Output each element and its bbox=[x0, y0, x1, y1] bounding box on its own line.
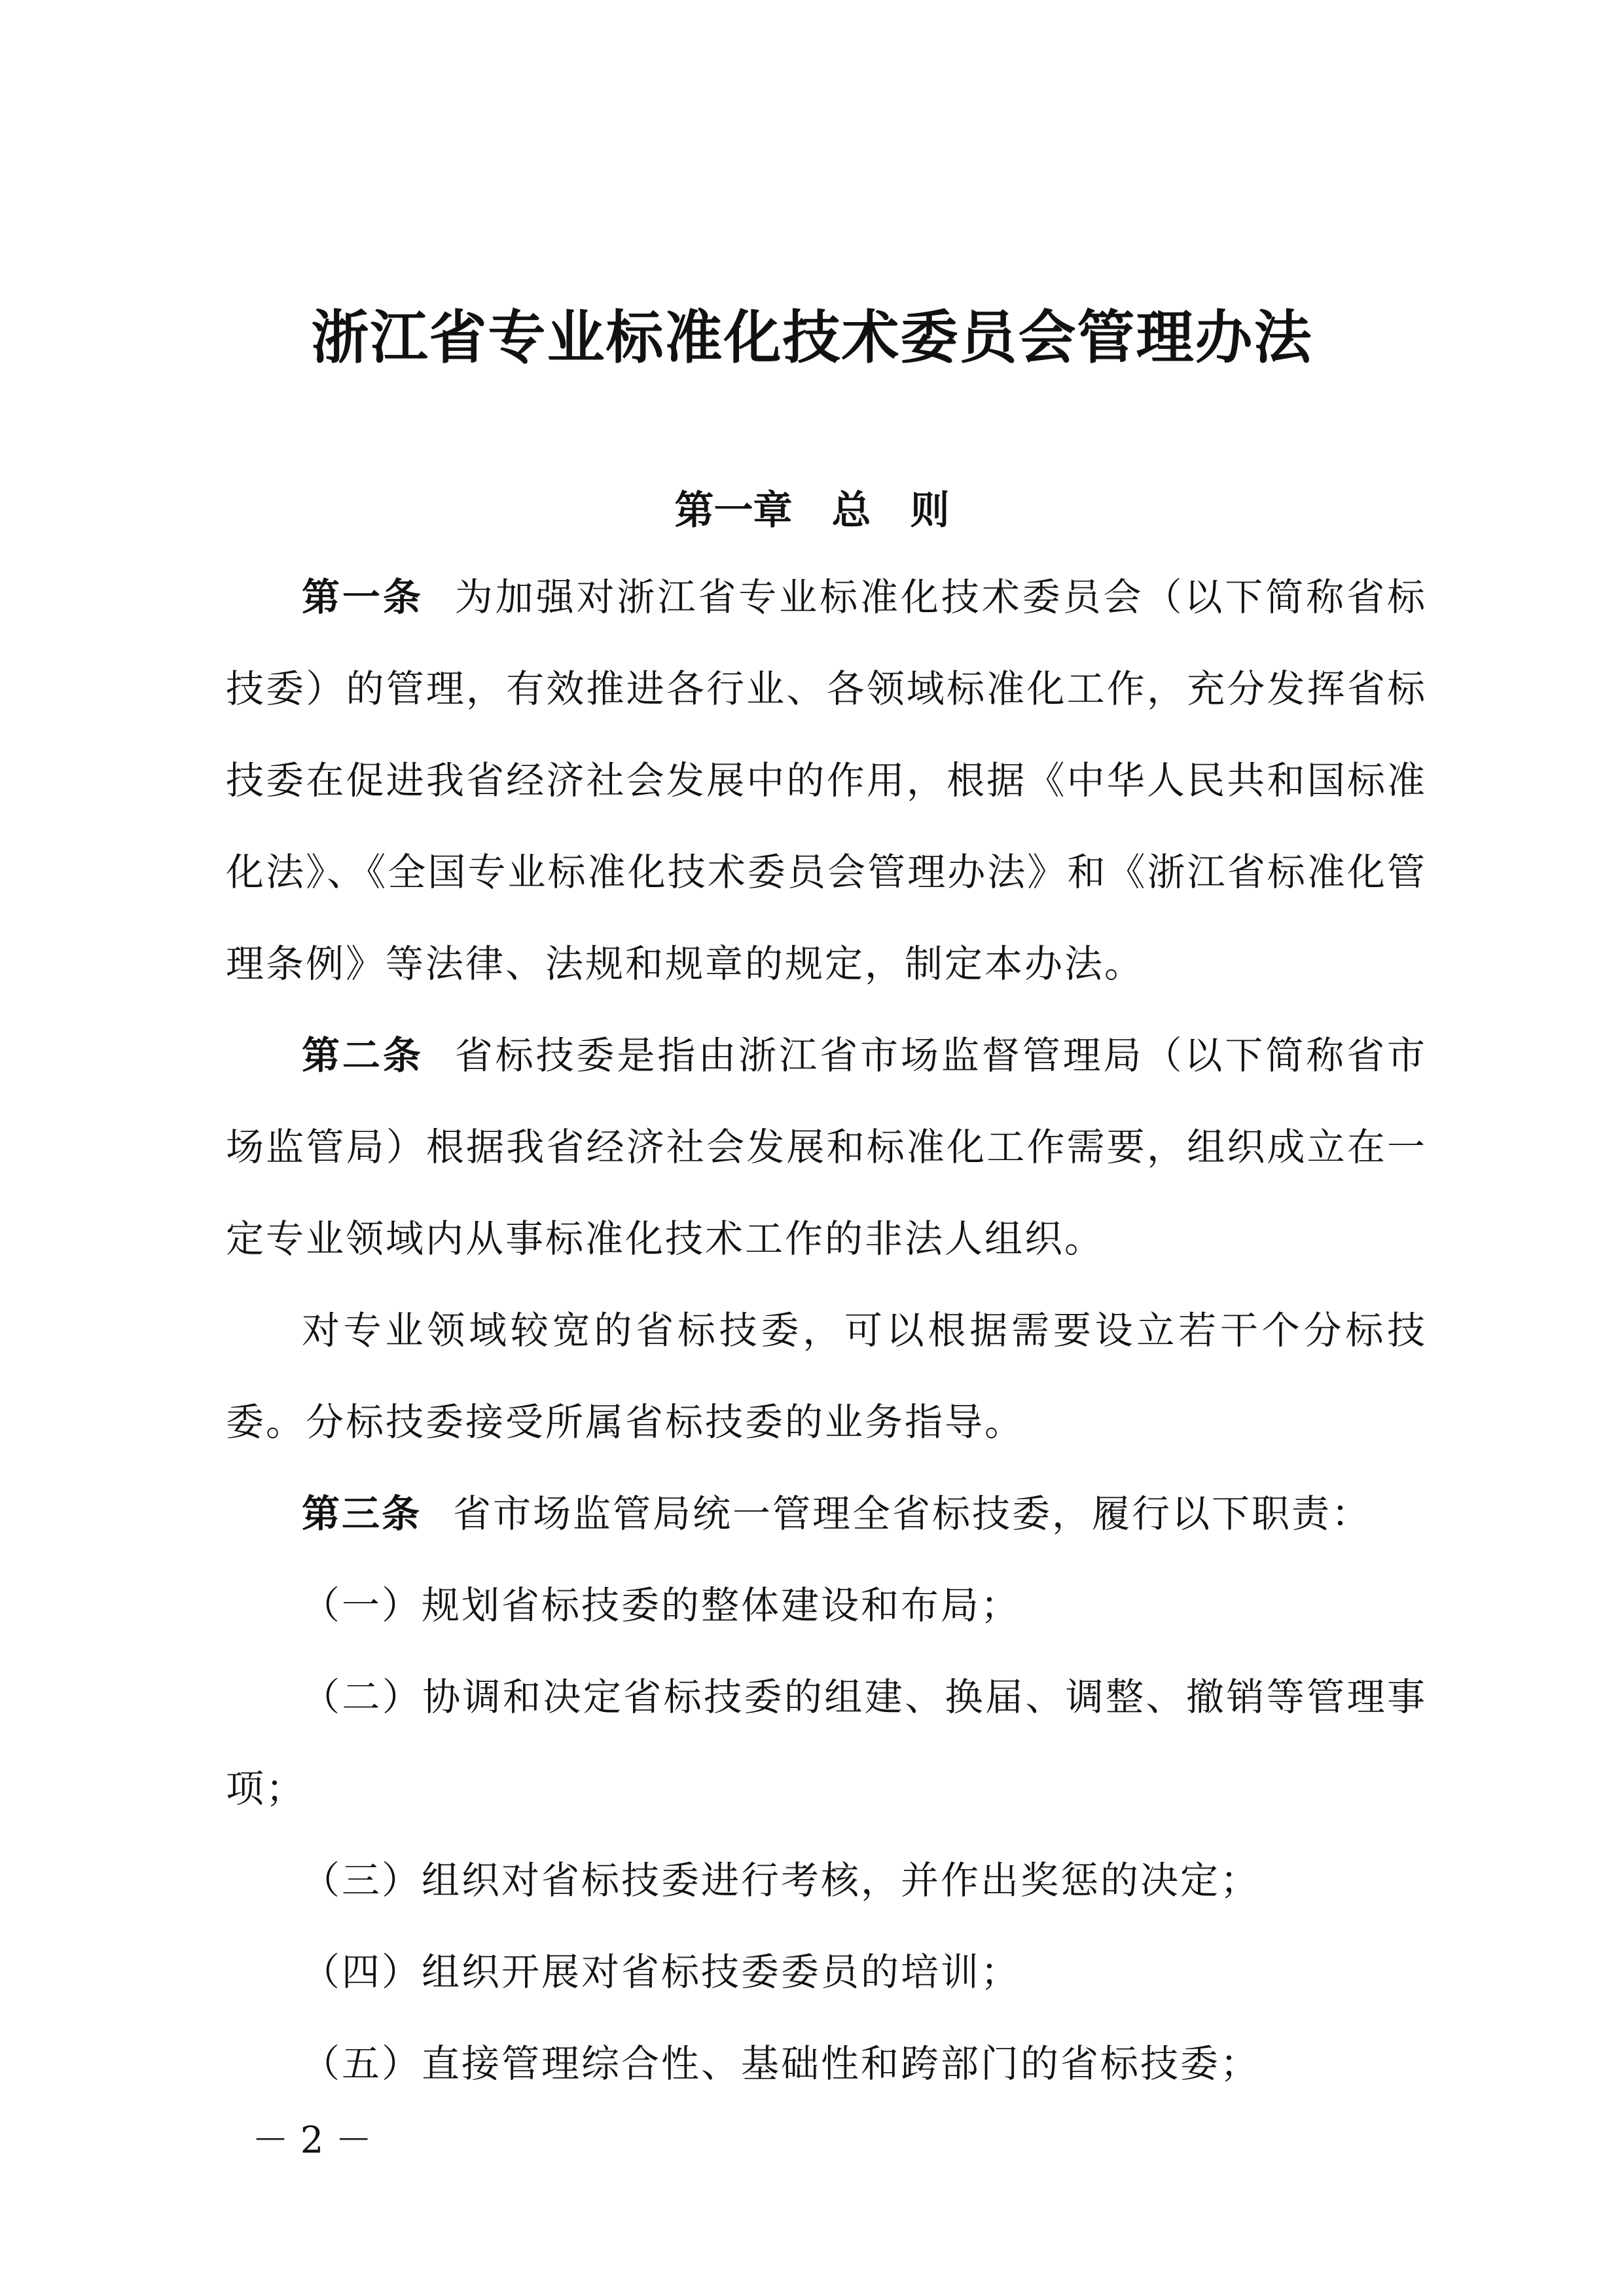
article-3-item-4: （四）组织开展对省标技委委员的培训； bbox=[302, 1950, 1021, 1994]
article-1 bbox=[226, 551, 1427, 1010]
article-2-paragraph-2: 对专业领域较宽的省标技委，可以根据需要设立若干个分标技委。分标技委接受所属省标技委的业务指导。 bbox=[226, 1308, 1427, 1444]
document-body bbox=[226, 551, 1427, 2109]
article-1-text: 为加强对浙江省专业标准化技术委员会（以下简称省标技委）的管理，有效推进各行业、各领域标准化工作，充分发挥省标技委在促进我省经济社会发展中的作用，根据《中华人民共和国标准化法》、《全国专业标准化技术委员会管理办法》和《浙江省标准化管理条例》等法律、法规和规章的规定，制定本办法。 bbox=[226, 575, 1427, 986]
article-2-label: 第二条 bbox=[302, 1033, 424, 1078]
article-2-text: 省标技委是指由浙江省市场监督管理局（以下简称省市场监管局）根据我省经济社会发展和标准化工作需要，组织成立在一定专业领域内从事标准化技术工作的非法人组织。 bbox=[226, 1033, 1427, 1261]
article-3 bbox=[226, 1468, 1427, 1559]
article-2 bbox=[226, 1010, 1427, 1285]
article-3-item-2: （二）协调和决定省标技委的组建、换届、调整、撤销等管理事项； bbox=[226, 1675, 1427, 1811]
article-3-item-1: （一）规划省标技委的整体建设和布局； bbox=[302, 1583, 1021, 1628]
article-1-label: 第一条 bbox=[302, 575, 424, 619]
article-3-item-5: （五）直接管理综合性、基础性和跨部门的省标技委； bbox=[302, 2041, 1261, 2086]
chapter-heading bbox=[0, 481, 1624, 540]
document-title: 浙江省专业标准化技术委员会管理办法 bbox=[311, 303, 1313, 371]
article-3-text: 省市场监管局统一管理全省标技委，履行以下职责： bbox=[453, 1491, 1372, 1536]
chapter-name: 总 则 bbox=[831, 488, 950, 534]
chapter-number: 第一章 bbox=[674, 488, 793, 534]
article-3-item-3: （三）组织对省标技委进行考核，并作出奖惩的决定； bbox=[302, 1858, 1261, 1903]
page-number: － 2 － bbox=[252, 2119, 372, 2162]
article-3-label: 第三条 bbox=[302, 1491, 422, 1536]
